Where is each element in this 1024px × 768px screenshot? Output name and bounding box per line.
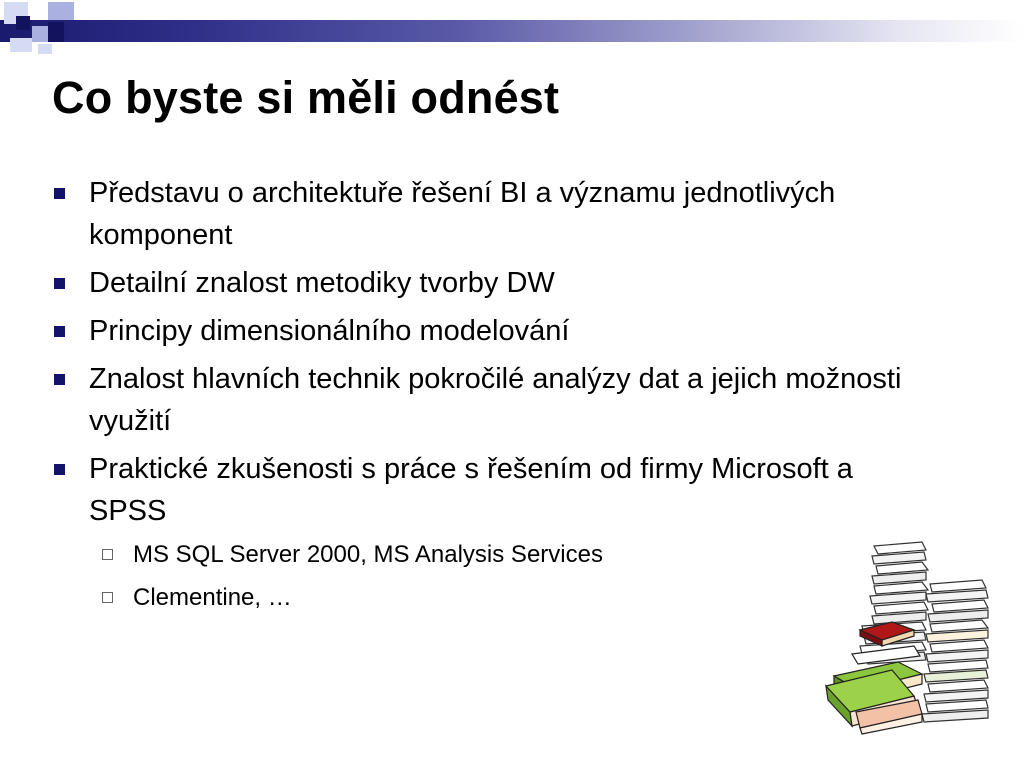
bullet-item [54,172,934,256]
square-bullet-icon [54,326,65,337]
square-bullet-icon [54,188,65,199]
bullet-item [54,310,934,352]
papers-stack-icon [822,536,1022,736]
bullet-text: Znalost hlavních technik pokročilé analýzy dat a jejich možnosti využití [89,363,902,437]
bullet-text: Praktické zkušenosti s práce s řešením od firmy Microsoft a SPSS [89,453,853,527]
square-bullet-icon [54,374,65,385]
sub-bullet-item [54,538,934,572]
sub-bullet-item [54,581,934,615]
bullet-item [54,448,934,532]
bullet-list [54,172,934,624]
square-bullet-icon [54,464,65,475]
hollow-square-bullet-icon [102,592,113,603]
hollow-square-bullet-icon [102,549,113,560]
bullet-text: Představu o architektuře řešení BI a významu jednotlivých komponent [89,177,836,251]
square-bullet-icon [54,278,65,289]
sub-bullet-text: Clementine, … [133,584,292,611]
papers-books-clipart [822,536,1022,736]
bullet-item [54,262,934,304]
bullet-text: Principy dimensionálního modelování [89,315,570,347]
header-gradient-bar [0,20,1024,42]
bullet-text: Detailní znalost metodiky tvorby DW [89,267,555,299]
slide-title: Co byste si měli odnést [52,72,560,123]
sub-bullet-text: MS SQL Server 2000, MS Analysis Services [133,541,603,568]
bullet-item [54,358,934,442]
